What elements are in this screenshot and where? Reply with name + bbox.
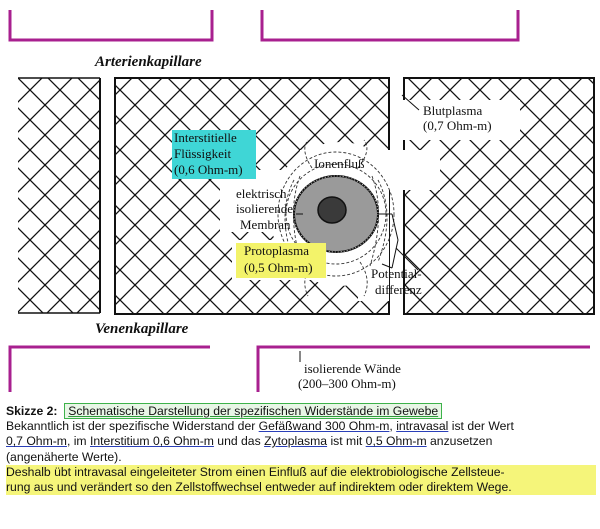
cell-nucleus — [318, 197, 346, 223]
caption-title-row — [6, 404, 596, 419]
ion-flow-label: Ionenfluß — [314, 156, 365, 171]
blood-plasma-label: Blutplasma — [423, 103, 483, 118]
venous-capillary-label: Venenkapillare — [95, 321, 189, 337]
potential-difference-line1: Potential- — [371, 266, 422, 281]
cell — [294, 176, 378, 252]
protoplasma-line1: Protoplasma — [244, 243, 309, 258]
protoplasma-value: (0,5 Ohm-m) — [244, 260, 313, 275]
potential-difference-line2: differenz — [375, 282, 422, 297]
arterial-capillary-label: Arterienkapillare — [95, 54, 202, 70]
caption-line-3: (angenäherte Werte). — [6, 449, 122, 464]
interstitial-fluid-box — [172, 130, 256, 179]
blood-plasma-value: (0,7 Ohm-m) — [423, 118, 492, 133]
caption-line-1: Bekanntlich ist der spezifische Widerstand der Gefäßwand 300 Ohm-m, intravasal ist der Wert — [6, 419, 514, 434]
insulating-walls-label: isolierende Wände — [304, 361, 401, 376]
membrane-line1: elektrisch — [236, 186, 287, 201]
protoplasma-box — [236, 243, 326, 278]
caption-line-5: rung aus und verändert so den Zellstoffwechsel entweder auf indirektem oder direktem Wege. — [6, 480, 596, 495]
membrane-line2: isolierende — [236, 201, 294, 216]
insulating-walls-value: (200–300 Ohm-m) — [298, 376, 396, 391]
caption-title: Schematische Darstellung der spezifischen Widerstände im Gewebe — [64, 403, 442, 419]
caption-line-2: 0,7 Ohm-m, im Interstitium 0,6 Ohm-m und das Zytoplasma ist mit 0,5 Ohm-m anzusetzen — [6, 434, 493, 449]
interstitial-line1: Interstitielle — [174, 130, 237, 145]
membrane-line3: Membran — [240, 217, 291, 232]
interstitial-line2: Flüssigkeit — [174, 146, 232, 161]
figure-caption — [6, 404, 596, 495]
caption-line-4: Deshalb übt intravasal eingeleiteter Strom einen Einfluß auf die elektrobiologische Zellsteue- — [6, 465, 596, 480]
caption-sketch-number: Skizze 2: — [6, 404, 58, 418]
interstitial-value: (0,6 Ohm-m) — [174, 162, 243, 177]
